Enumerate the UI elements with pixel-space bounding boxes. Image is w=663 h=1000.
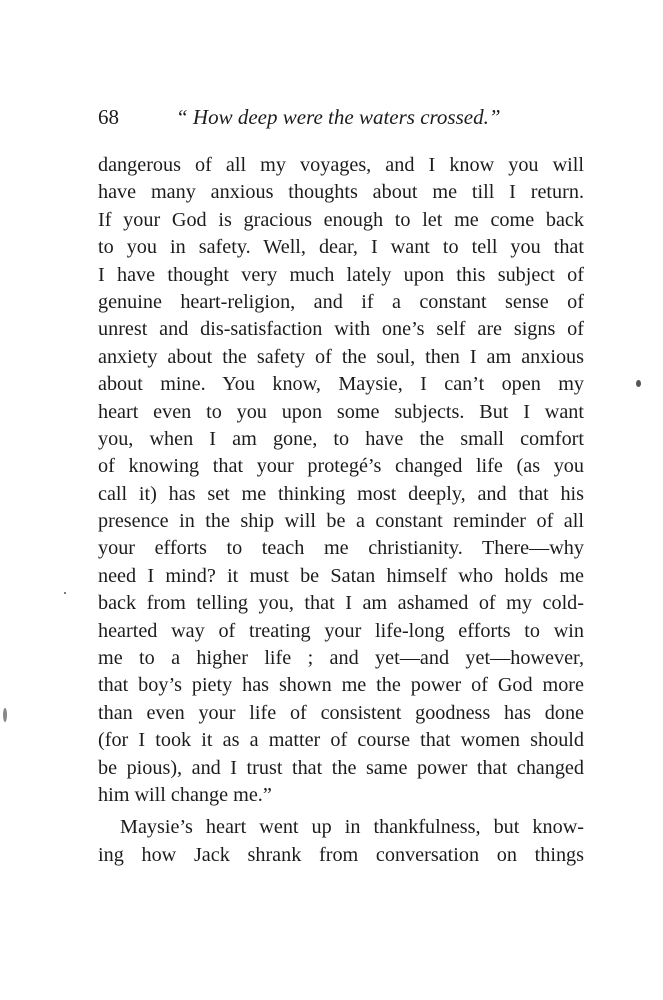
body-text (98, 152, 584, 869)
text-line: genuine heart-religion, and if a constant sense of (98, 290, 584, 313)
text-line: unrest and dis-satisfaction with one’s self are signs of (98, 318, 584, 341)
text-line: dangerous of all my voyages, and I know you will (98, 154, 584, 176)
text-line: be pious), and I trust that the same power that changed (98, 756, 584, 779)
margin-speck (3, 708, 7, 722)
text-line: need I mind? it must be Satan himself who holds me (98, 564, 584, 587)
text-line: your efforts to teach me christianity. There—why (98, 537, 584, 560)
text-line: anxiety about the safety of the soul, then I am anxious (98, 345, 584, 368)
text-line: him will change me.” (98, 783, 272, 806)
paragraph-line: Maysie’s heart went up in thankfulness, but know- (120, 816, 584, 839)
paragraph-line: ing how Jack shrank from conversation on things (98, 843, 584, 866)
margin-speck (64, 592, 66, 594)
text-line: back from telling you, that I am ashamed of my cold- (98, 592, 584, 615)
text-line: of knowing that your protegé’s changed life (as you (98, 455, 584, 478)
margin-speck (636, 380, 641, 387)
text-line: about mine. You know, Maysie, I can’t open my (98, 373, 584, 396)
text-line: me to a higher life ; and yet—and yet—however, (98, 647, 584, 670)
text-line: than even your life of consistent goodness has done (98, 701, 584, 724)
text-line: presence in the ship will be a constant reminder of all (98, 510, 584, 533)
text-line: (for I took it as a matter of course that women should (98, 729, 584, 752)
page-number: 68 (98, 105, 119, 129)
text-line: to you in safety. Well, dear, I want to tell you that (98, 236, 584, 259)
text-line: call it) has set me thinking most deeply, and that his (98, 482, 584, 505)
text-line: If your God is gracious enough to let me come back (98, 208, 584, 231)
text-line: I have thought very much lately upon this subject of (98, 263, 584, 286)
text-line: have many anxious thoughts about me till I return. (98, 181, 584, 204)
text-line: that boy’s piety has shown me the power of God more (98, 674, 584, 697)
page-header (98, 102, 578, 132)
text-line: you, when I am gone, to have the small comfort (98, 427, 584, 450)
running-title: “ How deep were the waters crossed.” (176, 105, 501, 129)
text-line: hearted way of treating your life-long efforts to win (98, 619, 584, 642)
text-line: heart even to you upon some subjects. But I want (98, 400, 584, 423)
